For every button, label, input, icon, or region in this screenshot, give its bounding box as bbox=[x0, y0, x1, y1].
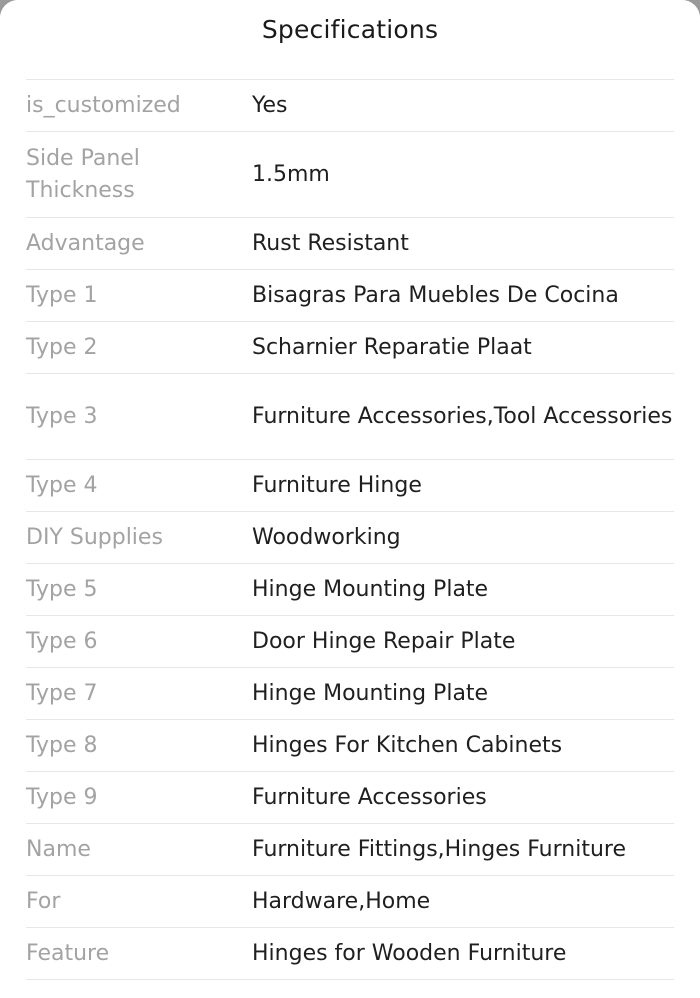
spec-row bbox=[26, 772, 674, 824]
spec-value: Furniture Accessories bbox=[252, 784, 487, 810]
spec-value: Rust Resistant bbox=[252, 230, 409, 256]
spec-key: For bbox=[26, 888, 61, 914]
spec-row bbox=[26, 512, 674, 564]
spec-row bbox=[26, 270, 674, 322]
sheet-header bbox=[0, 0, 700, 66]
spec-value: Hinge Mounting Plate bbox=[252, 576, 489, 602]
spec-value: Woodworking bbox=[252, 524, 401, 550]
spec-value: Door Hinge Repair Plate bbox=[252, 628, 516, 654]
spec-value: Hinges For Kitchen Cabinets bbox=[252, 732, 563, 758]
spec-value: Hardware,Home bbox=[252, 888, 431, 914]
spec-value: Furniture Accessories,Tool Accessories bbox=[252, 403, 673, 429]
spec-row bbox=[26, 374, 674, 460]
spec-row bbox=[26, 616, 674, 668]
spec-row bbox=[26, 564, 674, 616]
spec-value: 1.5mm bbox=[252, 161, 330, 187]
spec-key: Type 3 bbox=[26, 403, 98, 429]
spec-row bbox=[26, 80, 674, 132]
spec-key: Feature bbox=[26, 940, 110, 966]
spec-row bbox=[26, 876, 674, 928]
spec-row bbox=[26, 322, 674, 374]
spec-value: Hinges for Wooden Furniture bbox=[252, 940, 567, 966]
spec-value: Hinge Mounting Plate bbox=[252, 680, 489, 706]
spec-key: DIY Supplies bbox=[26, 524, 163, 550]
spec-row bbox=[26, 460, 674, 512]
spec-row bbox=[26, 928, 674, 980]
spec-key: Side Panel Thickness bbox=[26, 145, 140, 203]
spec-value: Furniture Fittings,Hinges Furniture bbox=[252, 836, 626, 862]
spec-key: Type 6 bbox=[26, 628, 98, 654]
spec-key: Advantage bbox=[26, 230, 145, 256]
spec-value: Bisagras Para Muebles De Cocina bbox=[252, 282, 619, 308]
spec-row bbox=[26, 824, 674, 876]
spec-row bbox=[26, 668, 674, 720]
spec-row bbox=[26, 132, 674, 218]
spec-row bbox=[26, 720, 674, 772]
spec-key: Type 4 bbox=[26, 472, 98, 498]
spec-key: Type 2 bbox=[26, 334, 98, 360]
spec-value: Yes bbox=[252, 92, 288, 118]
spec-key: Type 9 bbox=[26, 784, 98, 810]
spec-key: is_customized bbox=[26, 92, 181, 118]
spec-row bbox=[26, 218, 674, 270]
spec-key: Name bbox=[26, 836, 91, 862]
spec-value: Furniture Hinge bbox=[252, 472, 422, 498]
spec-rows bbox=[26, 26, 674, 980]
spec-key: Type 1 bbox=[26, 282, 98, 308]
spec-value: Scharnier Reparatie Plaat bbox=[252, 334, 532, 360]
page-title: Specifications bbox=[261, 15, 439, 44]
spec-key: Type 8 bbox=[26, 732, 98, 758]
spec-key: Type 7 bbox=[26, 680, 98, 706]
spec-key: Type 5 bbox=[26, 576, 98, 602]
